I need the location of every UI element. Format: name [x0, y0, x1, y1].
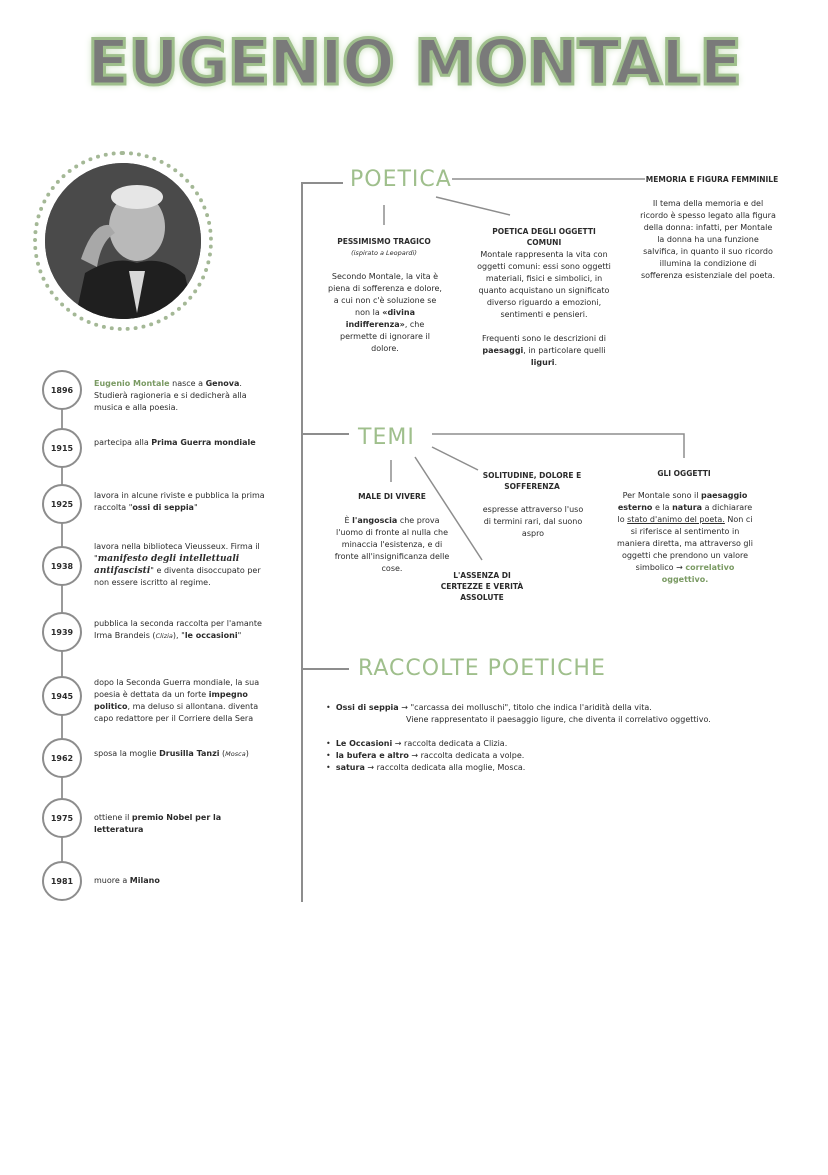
oggetti-comuni-title: POETICA DEGLI OGGETTI COMUNI — [492, 227, 596, 247]
gli-oggetti-title: GLI OGGETTI — [657, 469, 711, 478]
solitudine-title: SOLITUDINE, DOLORE E SOFFERENZA — [482, 471, 582, 491]
timeline-event-fragment: sposa la moglie — [94, 749, 160, 758]
pessimismo-subtitle: (ispirato a Leopardi) — [351, 249, 417, 257]
timeline-event-fragment: Clizia — [155, 632, 173, 640]
oggetti-comuni-text2: Frequenti sono le descrizioni di paesaggi, in particolare quelli liguri. — [482, 334, 606, 367]
timeline-year: 1962 — [42, 738, 82, 778]
raccolta-item-satura: • satura → raccolta dedicata alla moglie, Mosca. — [326, 763, 526, 772]
timeline-event-fragment: nasce a — [169, 379, 206, 388]
raccolta-item-ossi-text2: Viene rappresentato il paesaggio ligure, che diventa il correlativo oggettivo. — [406, 715, 711, 724]
oggetti-comuni-text: Montale rappresenta la vita con oggetti comuni: essi sono oggetti materiali, fisici e simbolici, in quanto acquistano un significato diverso riguardo a emozioni, sentimenti e pensieri. — [477, 250, 611, 319]
pessimismo-title: PESSIMISMO TRAGICO — [337, 237, 431, 246]
raccolte-heading: RACCOLTE POETICHE — [358, 656, 606, 681]
timeline-event-fragment: ottiene il — [94, 813, 132, 822]
timeline-event-fragment: partecipa alla — [94, 438, 152, 447]
poetica-heading: POETICA — [350, 167, 452, 192]
timeline-event-fragment: lavora in alcune riviste e pubblica la prima raccolta " — [94, 491, 265, 512]
timeline-event-fragment: ), " — [172, 631, 185, 640]
timeline-event-fragment: . — [239, 379, 242, 388]
raccolta-item-occasioni: • Le Occasioni → raccolta dedicata a Clizia. — [326, 739, 508, 748]
timeline-event-fragment: Milano — [129, 876, 160, 885]
timeline-year: 1939 — [42, 612, 82, 652]
timeline-event-fragment: ( — [219, 749, 226, 758]
timeline-event-fragment: Drusilla Tanzi — [159, 749, 220, 758]
gli-oggetti-text: Per Montale sono il paesaggio esterno e la natura a dichiarare lo stato d'animo del poeta. Non ci si riferisce al sentimento in maniera diretta, ma attraverso gli oggetti che prendono un valore simbolico → correlativo oggettivo. — [617, 491, 753, 584]
timeline-year: 1896 — [42, 370, 82, 410]
raccolta-item-ossi: • Ossi di seppia → "carcassa dei molluschi", titolo che indica l'aridità della vita. — [326, 703, 652, 712]
timeline-event-fragment: " e diventa disoccupato per non essere iscritto al regime. — [94, 566, 261, 587]
timeline-event-fragment: impegno politico — [94, 690, 248, 711]
timeline-event-fragment: " — [193, 503, 198, 512]
timeline-event-fragment: ) — [245, 749, 249, 758]
pessimismo-text: Secondo Montale, la vita è piena di sofferenza e dolore, a cui non c'è soluzione se non la «divina indifferenza», che permette di ignorare il dolore. — [328, 272, 442, 353]
timeline-year: 1981 — [42, 861, 82, 901]
raccolta-item-bufera: • la bufera e altro → raccolta dedicata a volpe. — [326, 751, 525, 760]
timeline-event-fragment: Prima Guerra mondiale — [151, 438, 256, 447]
timeline-year: 1925 — [42, 484, 82, 524]
page-title: EUGENIO MONTALE — [87, 26, 741, 99]
timeline-event-fragment: muore a — [94, 876, 130, 885]
temi-heading: TEMI — [358, 425, 415, 450]
timeline-year: 1945 — [42, 676, 82, 716]
timeline-year: 1938 — [42, 546, 82, 586]
timeline-event-fragment: dopo la Seconda Guerra mondiale, la sua poesia è dettata da un forte — [94, 678, 260, 699]
memoria-title: MEMORIA E FIGURA FEMMINILE — [645, 175, 779, 184]
assenza-title: L'ASSENZA DI CERTEZZE E VERITÀ ASSOLUTE — [440, 571, 524, 602]
timeline-event-fragment: lavora nella biblioteca Vieusseux. Firma il " — [94, 542, 260, 563]
male-title: MALE DI VIVERE — [358, 492, 426, 501]
timeline-event-fragment: Eugenio Montale — [94, 379, 170, 388]
timeline-year: 1915 — [42, 428, 82, 468]
solitudine-text: espresse attraverso l'uso di termini rari, dal suono aspro — [482, 505, 584, 538]
timeline-event-fragment: Studierà ragioneria e si dedicherà alla musica e alla poesia. — [94, 391, 247, 412]
timeline-event-fragment: , ma deluso si allontana. diventa capo redattore per il Corriere della Sera — [94, 702, 259, 723]
timeline-event-fragment: ossi di seppia — [132, 503, 194, 512]
timeline-event-fragment: pubblica la seconda raccolta per l'amante Irma Brandeis ( — [94, 619, 262, 640]
timeline-event-fragment: " — [237, 631, 242, 640]
timeline-event-fragment: manifesto degli intellettuali antifascisti — [94, 554, 240, 576]
male-text: È l'angoscia che prova l'uomo di fronte al nulla che minaccia l'esistenza, e di fronte all'insignificanza delle cose. — [334, 516, 450, 573]
timeline-year: 1975 — [42, 798, 82, 838]
timeline-event-fragment: premio Nobel per la letteratura — [94, 813, 222, 834]
timeline-event-fragment: Genova — [205, 379, 240, 388]
timeline-event-fragment: le occasioni — [184, 631, 238, 640]
timeline-event-fragment: Mosca — [225, 750, 246, 758]
memoria-text: Il tema della memoria e del ricordo è spesso legato alla figura della donna: infatti, per Montale la donna ha una funzione salvifica, in quanto il suo ricordo illumina la condizione di sofferenza esistenziale del poeta. — [640, 199, 776, 280]
